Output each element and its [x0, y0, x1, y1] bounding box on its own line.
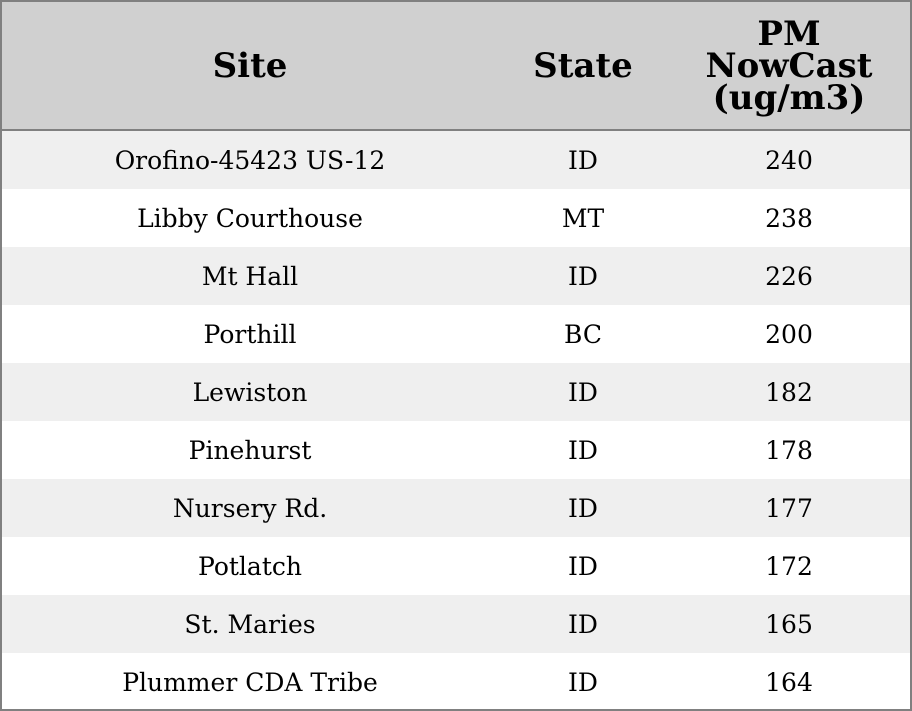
cell-state: ID — [568, 493, 598, 523]
cell-pm-value: 172 — [765, 551, 813, 581]
cell-pm-value: 200 — [765, 319, 813, 349]
cell-site: Mt Hall — [201, 261, 299, 291]
cell-state: ID — [568, 609, 598, 639]
cell-state: ID — [568, 435, 598, 465]
cell-state: ID — [568, 145, 598, 175]
cell-site: Orofino-45423 US-12 — [114, 145, 386, 175]
table-row — [2, 595, 910, 653]
cell-pm-value: 226 — [765, 261, 813, 291]
table-row — [2, 537, 910, 595]
cell-site: Libby Courthouse — [137, 203, 363, 233]
cell-site: Pinehurst — [188, 435, 312, 465]
cell-site: Porthill — [203, 319, 297, 349]
cell-pm-value: 177 — [765, 493, 813, 523]
cell-site: St. Maries — [184, 609, 316, 639]
header-pm-nowcast: PM NowCast (ug/m3) — [705, 13, 873, 118]
cell-site: Potlatch — [198, 551, 302, 581]
table-row — [2, 421, 910, 479]
table-row — [2, 131, 910, 189]
table-row — [2, 653, 910, 711]
table-row — [2, 305, 910, 363]
table-row — [2, 363, 910, 421]
cell-state: BC — [564, 319, 602, 349]
cell-pm-value: 182 — [765, 377, 813, 407]
cell-state: ID — [568, 261, 598, 291]
table-row — [2, 479, 910, 537]
cell-pm-value: 165 — [765, 609, 813, 639]
cell-site: Nursery Rd. — [172, 493, 328, 523]
table-row — [2, 247, 910, 305]
cell-pm-value: 178 — [765, 435, 813, 465]
cell-state: ID — [568, 377, 598, 407]
cell-pm-value: 240 — [765, 145, 813, 175]
table-row — [2, 189, 910, 247]
cell-pm-value: 164 — [765, 667, 813, 697]
cell-state: ID — [568, 551, 598, 581]
cell-pm-value: 238 — [765, 203, 813, 233]
header-site: Site — [212, 45, 288, 86]
cell-state: ID — [568, 667, 598, 697]
header-state: State — [533, 45, 633, 86]
cell-site: Plummer CDA Tribe — [122, 667, 378, 697]
cell-site: Lewiston — [192, 377, 308, 407]
table-header-row — [2, 2, 910, 131]
cell-state: MT — [561, 203, 605, 233]
